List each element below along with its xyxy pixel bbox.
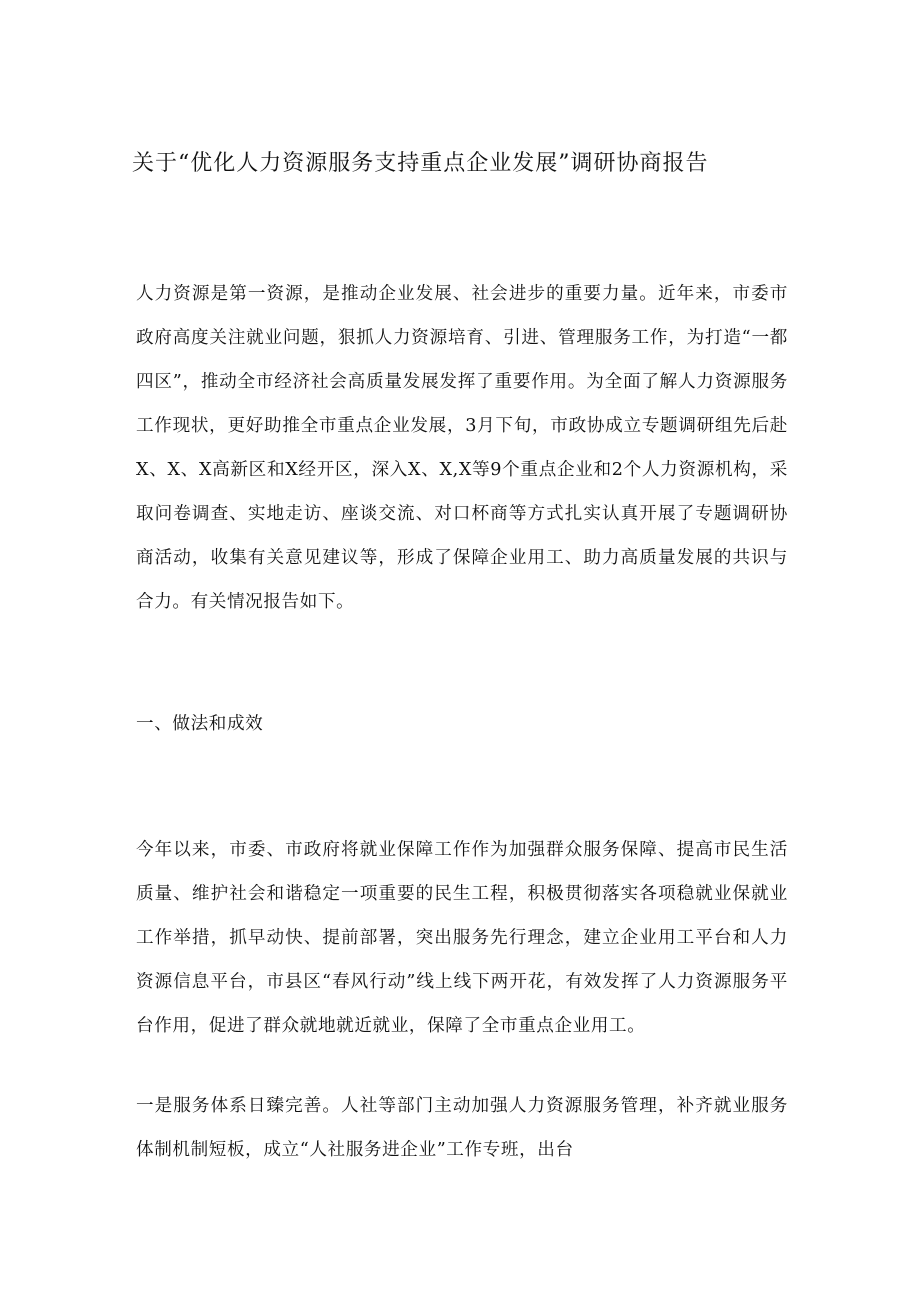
document-title: 关于“优化人力资源服务支持重点企业发展”调研协商报告 bbox=[132, 151, 709, 176]
body-paragraph: 今年以来，市委、市政府将就业保障工作作为加强群众服务保障、提高市民生活质量、维护社会和谐稳定一项重要的民生工程，积极贯彻落实各项稳就业保就业工作举措，抓早动快、提前部署，突出服务先行理念，建立企业用工平台和人力资源信息平台，市县区“春风行动”线上线下两开花，有效发挥了人力资源服务平台作用，促进了群众就地就近就业，保障了全市重点企业用工。 bbox=[136, 840, 788, 1036]
intro-paragraph: 人力资源是第一资源，是推动企业发展、社会进步的重要力量。近年来，市委市政府高度关注就业问题，狠抓人力资源培育、引进、管理服务工作，为打造“一都四区”，推动全市经济社会高质量发展发挥了重要作用。为全面了解人力资源服务工作现状，更好助推全市重点企业发展，3月下旬，市政协成立专题调研组先后赴X、X、X高新区和X经开区，深入X、X,X等9个重点企业和2个人力资源机构，采取问卷调查、实地走访、座谈交流、对口杯商等方式扎实认真开展了专题调研协商活动，收集有关意见建议等，形成了保障企业用工、助力高质量发展的共识与合力。有关情况报告如下。 bbox=[136, 284, 788, 612]
body-paragraph: 一是服务体系日臻完善。人社等部门主动加强人力资源服务管理，补齐就业服务体制机制短板，成立“人社服务进企业”工作专班，出台 bbox=[136, 1096, 788, 1160]
section-heading: 一、做法和成效 bbox=[136, 714, 264, 734]
